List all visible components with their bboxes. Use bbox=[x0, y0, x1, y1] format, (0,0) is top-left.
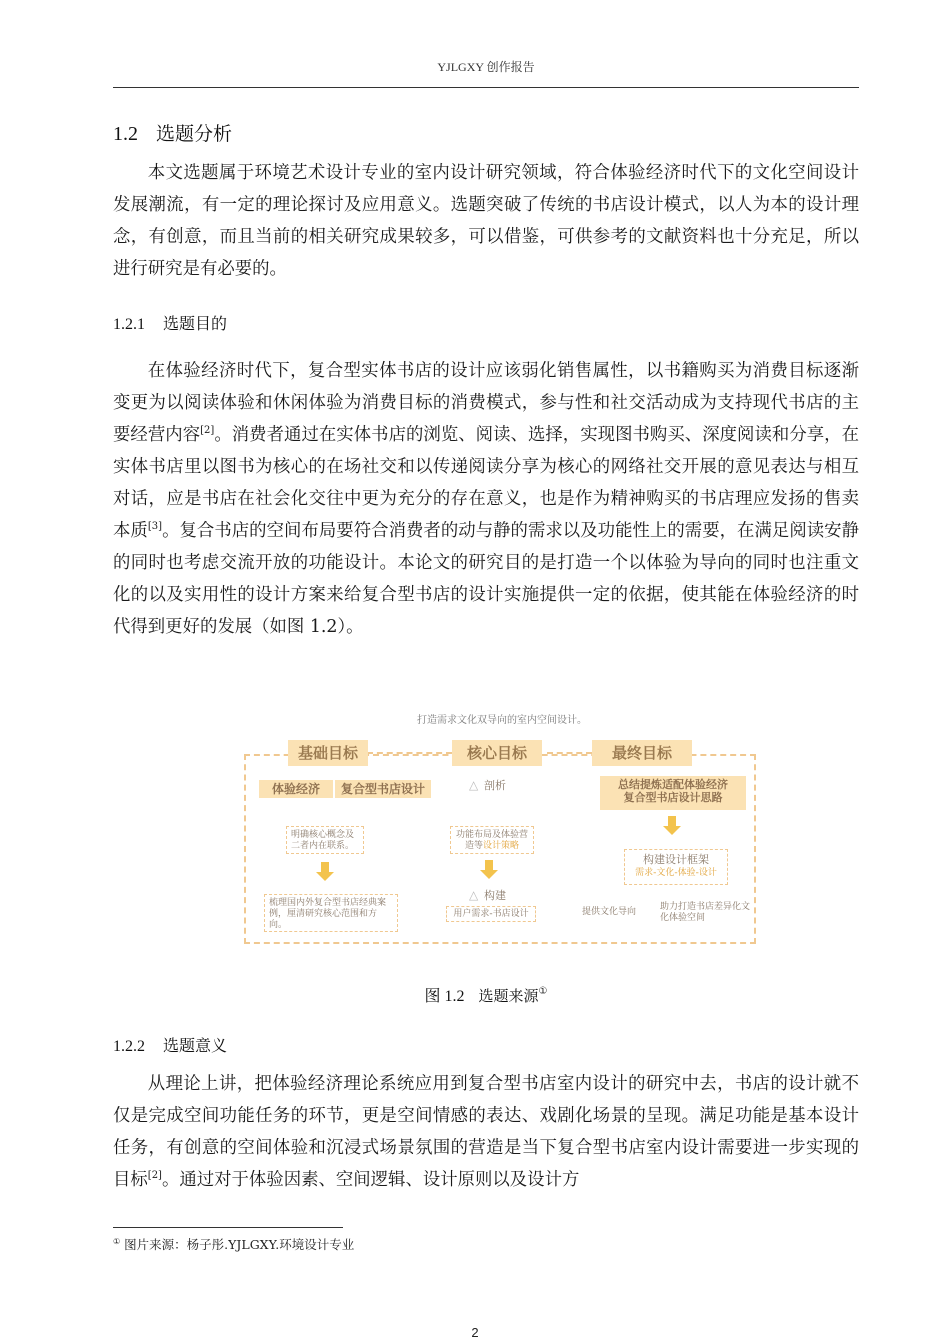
citation: [2] bbox=[200, 425, 215, 436]
section-title: 选题目的 bbox=[163, 314, 228, 333]
column-header-basic: 基础目标 bbox=[288, 740, 368, 766]
highlight-text: 设计策略 bbox=[483, 841, 520, 851]
section-1-2-2-paragraph bbox=[113, 1068, 859, 1196]
section-heading-1-2-1 bbox=[113, 311, 227, 334]
figure-caption bbox=[113, 983, 859, 1006]
header-rule bbox=[113, 87, 859, 88]
running-header: YJLGXY 创作报告 bbox=[437, 60, 535, 74]
framework-title: 构建设计框架 bbox=[643, 853, 709, 866]
box-design-framework bbox=[624, 849, 728, 885]
figure-title: 打造需求文化双导向的室内空间设计。 bbox=[417, 715, 587, 726]
box-core-concept: 明确核心概念及二者内在联系。 bbox=[286, 826, 364, 854]
text-run: 。通过对于体验因素、空间逻辑、设计原则以及设计方 bbox=[161, 1170, 580, 1190]
section-number: 1.2 bbox=[113, 123, 138, 145]
text-cultural-guidance: 提供文化导向 bbox=[582, 907, 637, 917]
citation: [3] bbox=[147, 521, 163, 532]
framework-subtitle: 需求-文化-体验-设计 bbox=[635, 868, 717, 878]
text-line: 复合型书店设计思路 bbox=[623, 791, 723, 804]
step-construct: 构建 bbox=[484, 889, 506, 902]
connector-line bbox=[367, 752, 452, 754]
triangle-icon: △ bbox=[469, 778, 479, 792]
section-title: 选题意义 bbox=[163, 1036, 228, 1055]
tag-experience-economy: 体验经济 bbox=[259, 780, 333, 798]
footnote bbox=[113, 1235, 354, 1253]
section-number: 1.2.1 bbox=[113, 316, 145, 333]
footnote-mark: ① bbox=[538, 986, 548, 997]
text-run: 功能布局及体验营造等 bbox=[455, 830, 528, 851]
text-line: 总结提炼适配体验经济 bbox=[618, 778, 728, 791]
page-number: 2 bbox=[471, 1325, 479, 1340]
tag-composite-bookstore: 复合型书店设计 bbox=[335, 780, 431, 798]
citation: [2] bbox=[147, 1170, 162, 1181]
box-summary bbox=[600, 776, 746, 810]
box-case-review: 梳理国内外复合型书店经典案例，厘清研究核心范围和方向。 bbox=[264, 894, 398, 932]
section-title: 选题分析 bbox=[156, 123, 233, 145]
section-heading-1-2 bbox=[113, 119, 232, 146]
footnote-text: 图片来源：杨子彤.YJLGXY.环境设计专业 bbox=[124, 1237, 355, 1252]
footnote-mark: ① bbox=[113, 1237, 121, 1246]
caption-number: 图 1.2 bbox=[424, 988, 465, 1005]
text-run: 在体验经济时代下，复合型实体书店的设计应该弱化销售属性，以书籍购买为消费目标逐渐变更为以阅读体验和休闲体验为消费目标的消费模式，参与性和社交活动成为支持现代书店的主要经营内容 bbox=[113, 361, 859, 445]
box-design-strategy bbox=[450, 826, 534, 854]
section-1-2-paragraph: 本文选题属于环境艺术设计专业的室内设计研究领域，符合体验经济时代下的文化空间设计发展潮流，有一定的理论探讨及应用意义。选题突破了传统的书店设计模式，以人为本的设计理念，有创意，而且当前的相关研究成果较多，可以借鉴，可供参考的文献资料也十分充足，所以进行研究是有必要的。 bbox=[113, 163, 859, 279]
figure-diagram bbox=[242, 706, 762, 956]
text-run: 从理论上讲，把体验经济理论系统应用到复合型书店室内设计的研究中去，书店的设计就不仅是完成空间功能任务的环节，更是空间情感的表达、戏剧化场景的呈现。满足功能是基本设计任务，有创意的空间体验和沉浸式场景氛围的营造是当下复合型书店室内设计需要进一步实现的目标 bbox=[113, 1074, 859, 1190]
text-run: 。复合书店的空间布局要符合消费者的动与静的需求以及功能性上的需要，在满足阅读安静的同时也考虑交流开放的功能设计。本论文的研究目的是打造一个以体验为导向的同时也注重文化的以及实用性的设计方案来给复合型书店的设计实施提供一定的依据，使其能在体验经济的时代得到更好的发展（如图 1.2）。 bbox=[113, 521, 859, 637]
section-1-2-1-paragraph bbox=[113, 355, 859, 643]
column-header-core: 核心目标 bbox=[452, 740, 542, 766]
connector-line bbox=[547, 752, 592, 754]
step-analyze: 剖析 bbox=[484, 779, 506, 792]
caption-title: 选题来源 bbox=[478, 987, 539, 1005]
column-header-final: 最终目标 bbox=[592, 740, 692, 766]
section-heading-1-2-2 bbox=[113, 1033, 227, 1056]
box-user-needs: 用户需求-书店设计 bbox=[446, 906, 536, 922]
section-number: 1.2.2 bbox=[113, 1038, 145, 1055]
text-run: 。消费者通过在实体书店的浏览、阅读、选择，实现图书购买、深度阅读和分享，在实体书店里以图书为核心的在场社交和以传递阅读分享为核心的网络社交开展的意见表达与相互对话，应是书店在社会化交往中更为充分的存在意义，也是作为精神购买的书店理应发扬的售卖本质 bbox=[113, 425, 859, 541]
text-differentiated-space: 助力打造书店差异化文化体验空间 bbox=[660, 902, 751, 923]
triangle-icon: △ bbox=[469, 888, 479, 902]
footnote-rule bbox=[113, 1227, 343, 1228]
